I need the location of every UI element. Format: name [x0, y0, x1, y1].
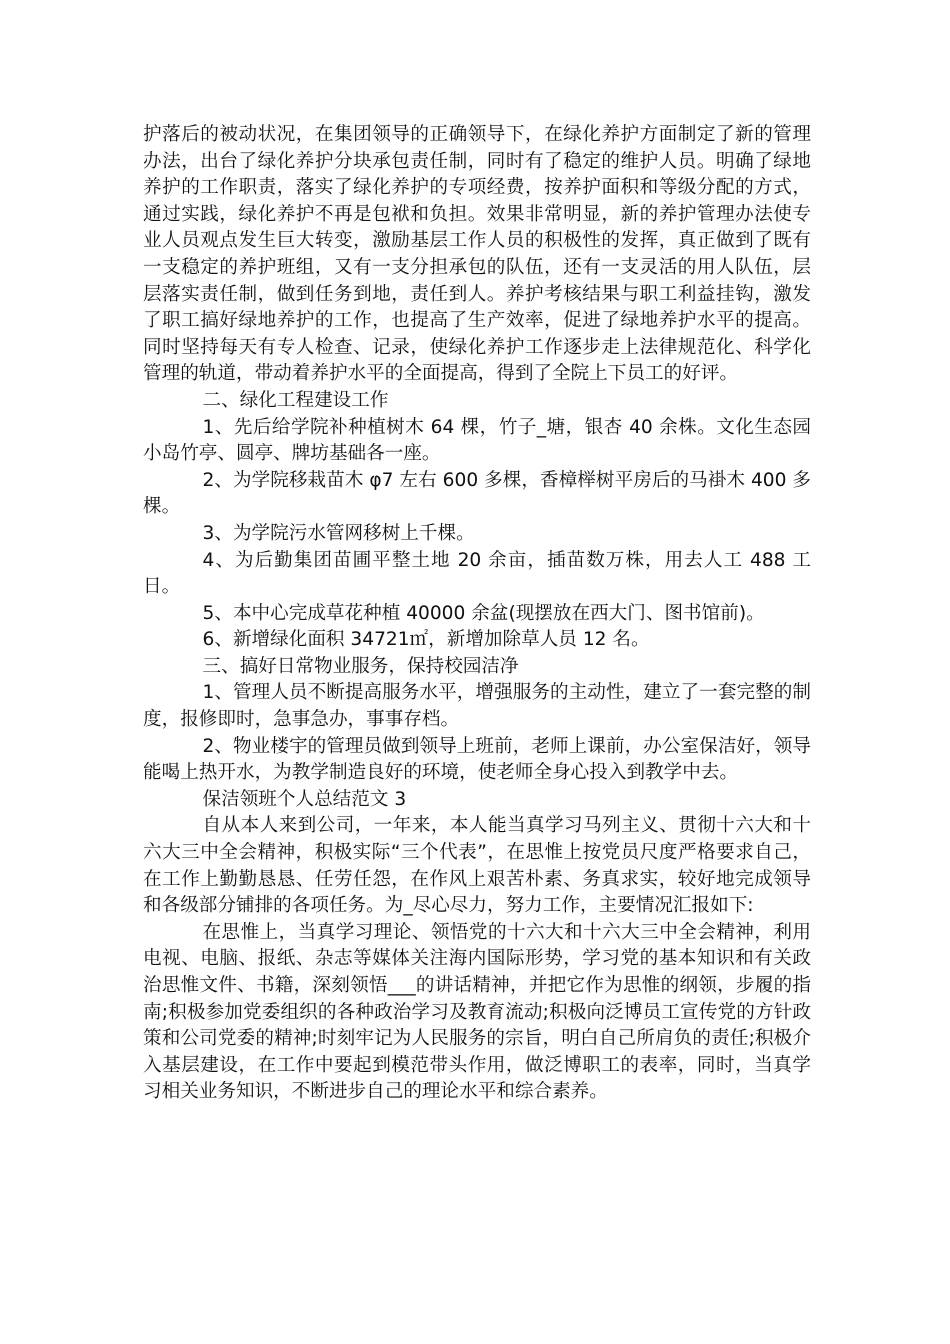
paragraph-ideology: 在思惟上，当真学习理论、领悟党的十六大和十六大三中全会精神，利用电视、电脑、报纸、杂志等媒体关注海内国际形势，学习党的基本知识和有关政治思惟文件、书籍，深刻领悟___的讲话精神，并把它作为思惟的纲领，步履的指南;积极参加党委组织的各种政治学习及教育流动;积极向泛博员工宣传党的方针政策和公司党委的精神;时刻牢记为人民服务的宗旨，明白自己所肩负的责任;积极介入基层建设，在工作中要起到模范带头作用，做泛博职工的表率，同时，当真学习相关业务知识，不断进步自己的理论水平和综合素养。 [143, 921, 811, 1103]
section-heading-property-services: 三、搞好日常物业服务，保持校园洁净 [202, 655, 519, 677]
essay-title: 保洁领班个人总结范文 3 [202, 788, 407, 810]
list-item-4: 4、为后勤集团苗圃平整土地 20 余亩，插苗数万株，用去人工 488 工日。 [143, 549, 811, 598]
list-item-1: 1、先后给学院补种植树木 64 棵，竹子_塘，银杏 40 余株。文化生态园小岛竹亭、圆亭、牌坊基础各一座。 [143, 416, 811, 465]
list-item-3: 3、为学院污水管网移树上千棵。 [202, 522, 475, 544]
list-item-6: 6、新增绿化面积 34721㎡，新增加除草人员 12 名。 [202, 629, 650, 651]
document-body [143, 122, 811, 1106]
list-item-5: 5、本中心完成草花种植 40000 余盆(现摆放在西大门、图书馆前)。 [202, 602, 765, 624]
list-item-2: 2、为学院移栽苗木 φ7 左右 600 多棵，香樟榉树平房后的马褂木 400 多棵。 [143, 469, 811, 518]
list-item-services-2: 2、物业楼宇的管理员做到领导上班前，老师上课前，办公室保洁好，领导能喝上热开水，为教学制造良好的环境，使老师全身心投入到教学中去。 [143, 735, 811, 784]
section-heading-greening-projects: 二、绿化工程建设工作 [202, 389, 389, 411]
list-item-services-1: 1、管理人员不断提高服务水平，增强服务的主动性，建立了一套完整的制度，报修即时，急事急办，事事存档。 [143, 682, 811, 731]
paragraph-greening-maintenance: 护落后的被动状况，在集团领导的正确领导下，在绿化养护方面制定了新的管理办法，出台了绿化养护分块承包责任制，同时有了稳定的维护人员。明确了绿地养护的工作职责，落实了绿化养护的专项经费，按养护面积和等级分配的方式，通过实践，绿化养护不再是包袱和负担。效果非常明显，新的养护管理办法使专业人员观点发生巨大转变，激励基层工作人员的积极性的发挥，真正做到了既有一支稳定的养护班组，又有一支分担承包的队伍，还有一支灵活的用人队伍，层层落实责任制，做到任务到地，责任到人。养护考核结果与职工利益挂钩，激发了职工搞好绿地养护的工作，也提高了生产效率，促进了绿地养护水平的提高。同时坚持每天有专人检查、记录，使绿化养护工作逐步走上法律规范化、科学化管理的轨道，带动着养护水平的全面提高，得到了全院上下员工的好评。 [143, 124, 811, 385]
paragraph-introduction: 自从本人来到公司，一年来，本人能当真学习马列主义、贯彻十六大和十六大三中全会精神，积极实际“三个代表”，在思惟上按党员尺度严格要求自己，在工作上勤勤恳恳、任劳任怨，在作风上艰苦朴素、务真求实，较好地完成领导和各级部分铺排的各项任务。为_尽心尽力，努力工作，主要情况汇报如下: [143, 815, 811, 917]
